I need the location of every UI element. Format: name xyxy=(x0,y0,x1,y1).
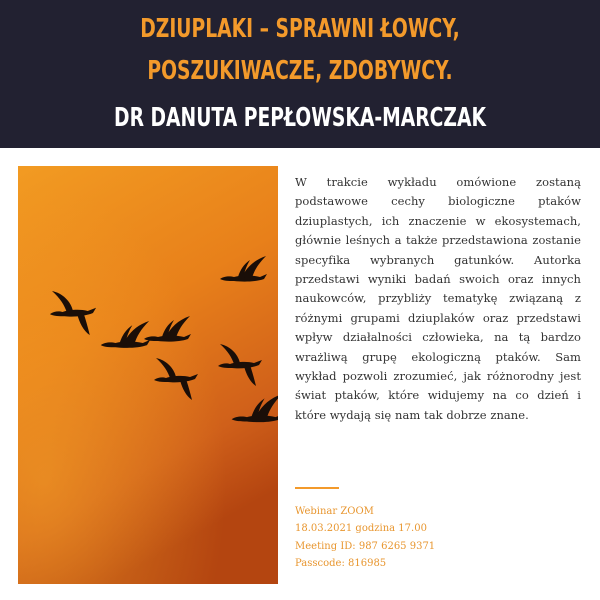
meeting-passcode[interactable]: Passcode: 816985 xyxy=(295,557,387,569)
event-datetime: 18.03.2021 godzina 17.00 xyxy=(295,523,427,535)
event-details xyxy=(295,503,435,572)
meeting-id[interactable]: Meeting ID: 987 6265 9371 xyxy=(295,540,436,552)
birds-photo xyxy=(18,166,278,584)
title-line-2: POSZUKIWACZE, ZDOBYWCY. xyxy=(147,56,453,86)
event-platform: Webinar ZOOM xyxy=(295,506,374,517)
title-line-1: DZIUPLAKI – SPRAWNI ŁOWCY, xyxy=(140,14,460,44)
author-name: DR DANUTA PEPŁOWSKA-MARCZAK xyxy=(114,103,486,133)
header-banner xyxy=(0,0,600,148)
lecture-description: W trakcie wykładu omówione zostaną podstawowe cechy biologiczne ptaków dziuplastych, ich znaczenie w ekosystemach, głównie leśnych a także przedstawiona zostanie specyfika wybranych gatunków. Autorka przedstawi wyniki badań swoich oraz innych naukowców, przybliży tematykę związaną z różnymi grupami dziuplaków oraz przedstawi wpływ działalności człowieka, na tą bardzo wrażliwą grupę ekologiczną ptaków. Sam wykład pozwoli zrozumieć, jak różnorodny jest świat ptaków, które widujemy na co dzień i które wydają się nam tak dobrze znane. xyxy=(295,175,581,422)
accent-divider xyxy=(295,487,339,489)
